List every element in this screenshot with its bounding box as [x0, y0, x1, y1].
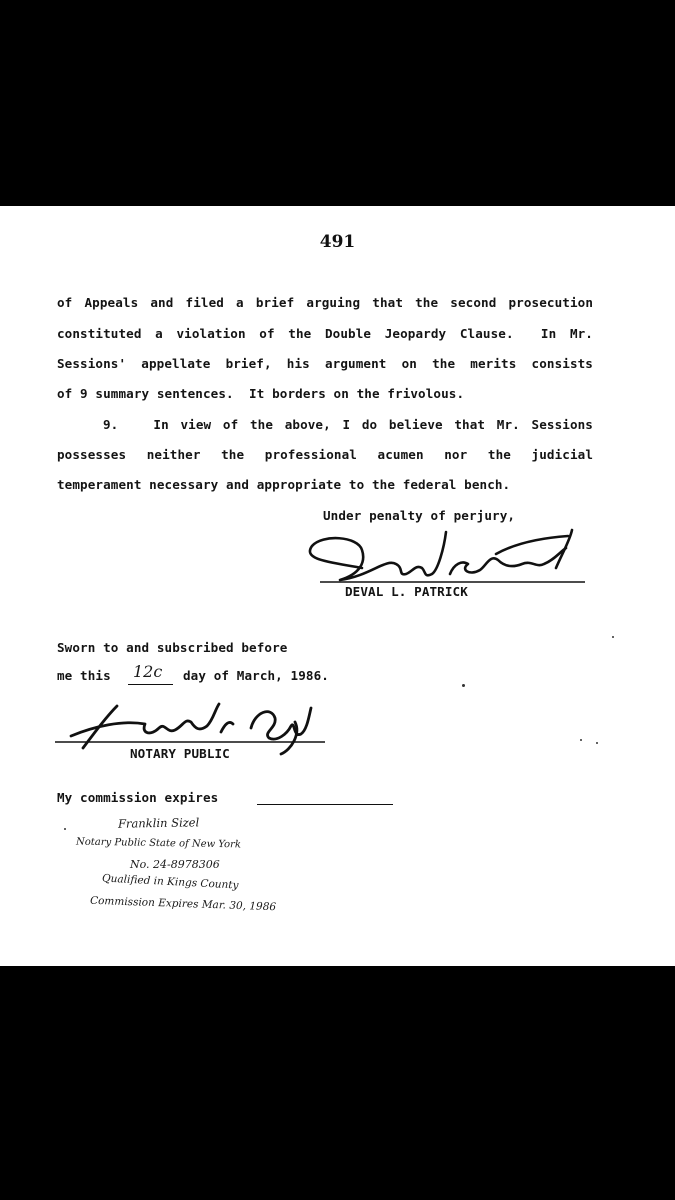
commission-blank-line [257, 804, 393, 805]
scan-speck [596, 742, 598, 744]
jurat-day-handwritten: 12c [133, 662, 163, 681]
scan-speck [580, 739, 582, 741]
closing-text: Under penalty of perjury, [323, 508, 516, 523]
document-page [0, 206, 675, 966]
paragraph-9-line-2: possesses neither the professional acumen nor the judicial [57, 447, 593, 462]
page-number: 491 [319, 232, 356, 252]
paragraph-8-line-2: constituted a violation of the Double Jeopardy Clause. In Mr. [57, 326, 593, 341]
scan-speck [462, 684, 465, 687]
jurat-prefix: me this [57, 668, 111, 683]
paragraph-9-line-3: temperament necessary and appropriate to the federal bench. [57, 477, 511, 492]
scan-speck [612, 636, 614, 638]
notary-handwritten-line-3: No. 24-8978306 [130, 858, 220, 871]
scan-speck [64, 828, 66, 830]
notary-label: NOTARY PUBLIC [130, 746, 230, 761]
notary-handwritten-line-5: Commission Expires Mar. 30, 1986 [89, 894, 277, 914]
paragraph-8-line-1: of Appeals and filed a brief arguing that the second prosecution [57, 295, 593, 310]
paragraph-8-line-3: Sessions' appellate brief, his argument on the merits consists [57, 356, 593, 371]
notary-handwritten-line-1: Franklin Sizel [117, 815, 200, 831]
signatory-name: DEVAL L. PATRICK [345, 584, 468, 599]
jurat-day-blank-line [128, 684, 173, 685]
jurat-line-1: Sworn to and subscribed before [57, 640, 288, 655]
jurat-suffix: day of March, 1986. [183, 668, 329, 683]
commission-label: My commission expires [57, 790, 219, 805]
notary-handwritten-line-4: Qualified in Kings County [101, 872, 239, 892]
paragraph-8-line-4: of 9 summary sentences. It borders on the frivolous. [57, 386, 465, 401]
paragraph-9-line-1: 9. In view of the above, I do believe that Mr. Sessions [103, 417, 593, 432]
notary-handwritten-line-2: Notary Public State of New York [75, 836, 242, 851]
